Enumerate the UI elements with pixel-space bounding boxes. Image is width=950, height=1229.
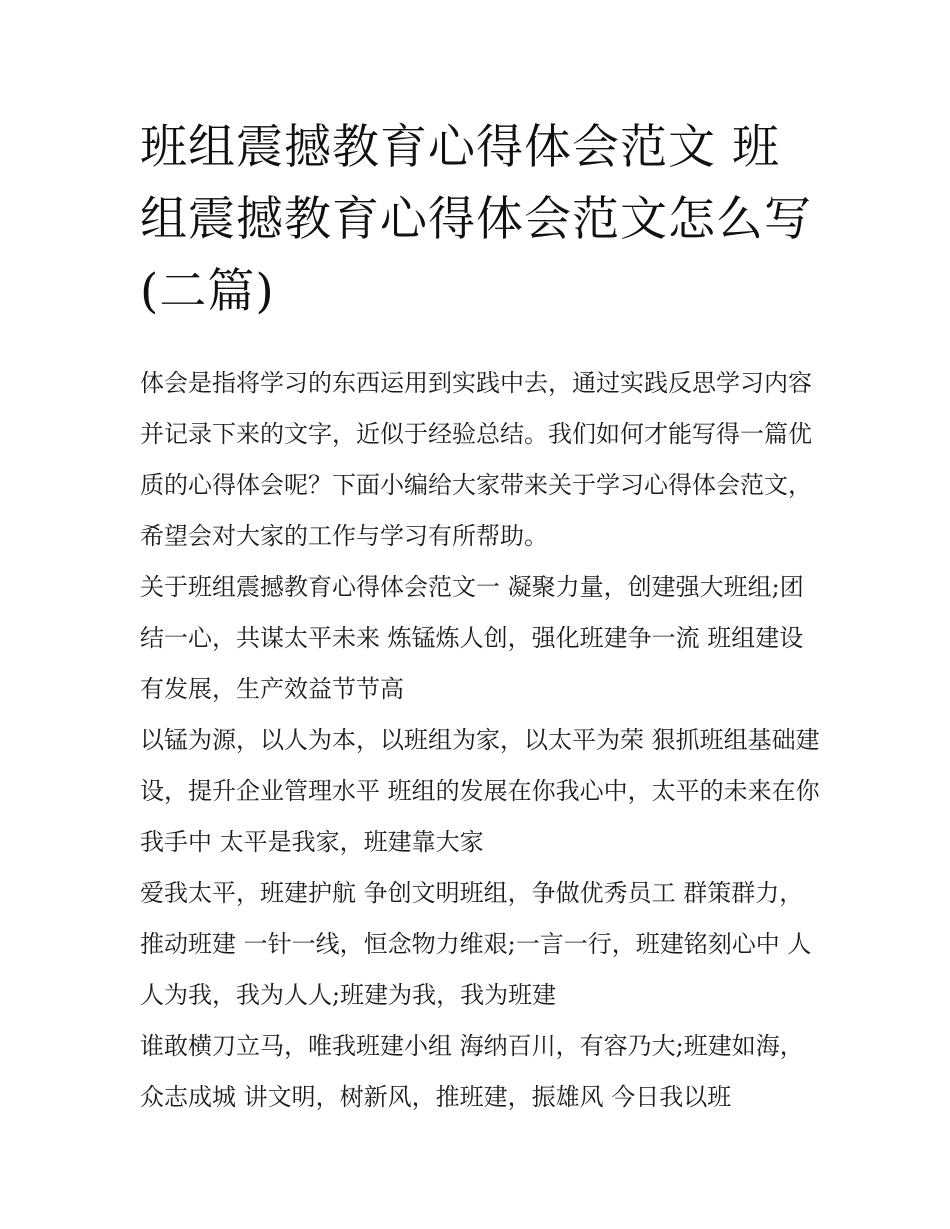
paragraph-slogans-3: 爱我太平，班建护航 争创文明班组，争做优秀员工 群策群力，推动班建 一针一线，恒念物力维艰;一言一行，班建铭刻心中 人人为我，我为人人;班建为我，我为班建 [140, 879, 812, 1009]
document-title: 班组震撼教育心得体会范文 班组震撼教育心得体会范文怎么写(二篇) [140, 120, 812, 319]
paragraph-intro: 体会是指将学习的东西运用到实践中去，通过实践反思学习内容并记录下来的文字，近似于经验总结。我们如何才能写得一篇优质的心得体会呢？下面小编给大家带来关于学习心得体会范文，希望会对大家的工作与学习有所帮助。 [140, 369, 812, 550]
document-body [140, 358, 820, 1123]
paragraph-slogans-1: 关于班组震撼教育心得体会范文一 凝聚力量，创建强大班组;团结一心，共谋太平未来 炼锰炼人创，强化班建争一流 班组建设有发展，生产效益节节高 [140, 573, 804, 703]
paragraph-slogans-2: 以锰为源，以人为本，以班组为家，以太平为荣 狠抓班组基础建设，提升企业管理水平 班组的发展在你我心中，太平的未来在你我手中 太平是我家，班建靠大家 [140, 726, 820, 856]
paragraph-slogans-4: 谁敢横刀立马，唯我班建小组 海纳百川，有容乃大;班建如海，众志成城 讲文明，树新风，推班建，振雄风 今日我以班 [140, 1032, 804, 1111]
